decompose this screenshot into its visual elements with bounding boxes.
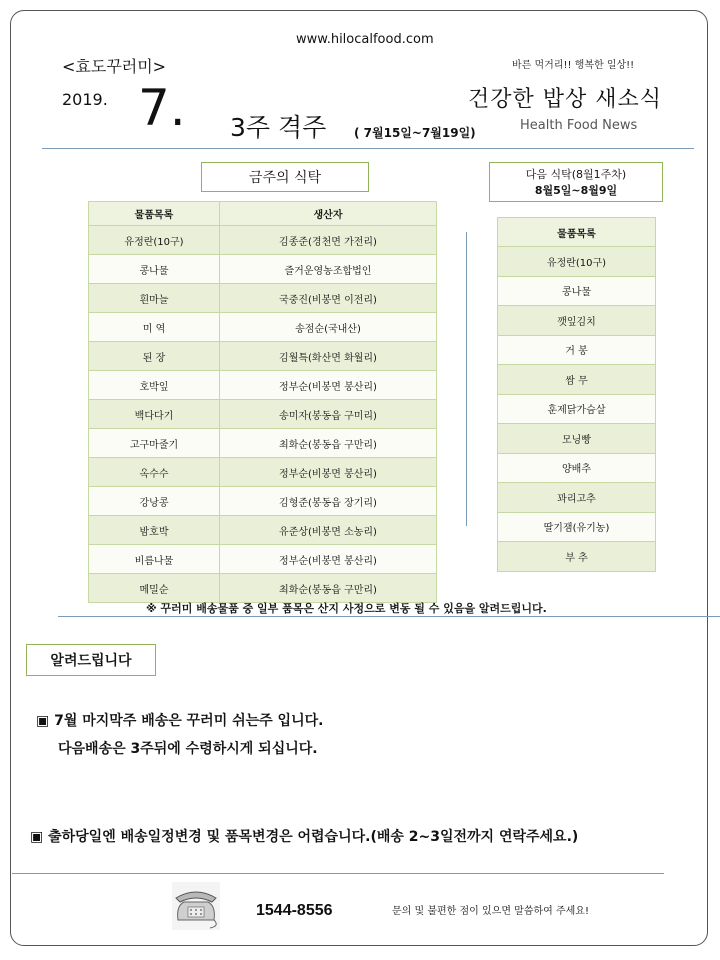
telephone-icon — [170, 880, 222, 932]
website-url[interactable]: www.hilocalfood.com — [296, 32, 434, 47]
producer-name: 김월특(화산면 화월리) — [220, 342, 437, 371]
table-row — [498, 306, 656, 336]
item-name: 유정란(10구) — [498, 247, 656, 277]
next-week-date-range: 8월5일~8월9일 — [534, 184, 618, 197]
table-row — [89, 574, 437, 603]
item-name: 부 추 — [498, 542, 656, 572]
item-name: 거 봉 — [498, 335, 656, 365]
note-divider — [58, 616, 720, 617]
item-name: 양배추 — [498, 453, 656, 483]
producer-name: 정부순(비봉면 봉산리) — [220, 545, 437, 574]
table-row — [89, 342, 437, 371]
item-name: 모닝빵 — [498, 424, 656, 454]
table-row — [89, 226, 437, 255]
table-row — [498, 542, 656, 572]
issue-year: 2019. — [62, 90, 108, 109]
item-name: 흰마늘 — [89, 284, 220, 313]
table-row — [89, 545, 437, 574]
notice-item-1-detail: 다음배송은 3주뒤에 수령하시게 되십니다. — [58, 741, 318, 757]
table-row — [89, 313, 437, 342]
item-name: 딸기잼(유기농) — [498, 512, 656, 542]
producer-name: 즐거운영농조합법인 — [220, 255, 437, 284]
table-row — [89, 516, 437, 545]
producer-name: 김형준(봉동읍 장기리) — [220, 487, 437, 516]
table-row — [498, 512, 656, 542]
phone-number[interactable]: 1544-8556 — [256, 902, 333, 919]
table-row — [498, 247, 656, 277]
item-name: 콩나물 — [89, 255, 220, 284]
item-name: 미 역 — [89, 313, 220, 342]
table-row — [89, 255, 437, 284]
item-name: 쌈 무 — [498, 365, 656, 395]
item-name: 고구마줄기 — [89, 429, 220, 458]
table-row — [498, 483, 656, 513]
column-header-items: 물품목록 — [89, 202, 220, 226]
table-row — [89, 429, 437, 458]
contact-message: 문의 및 불편한 점이 있으면 말씀하여 주세요! — [392, 906, 589, 917]
producer-name: 최화순(봉동읍 구만리) — [220, 429, 437, 458]
header-divider — [42, 148, 694, 149]
table-row — [498, 365, 656, 395]
column-divider — [466, 232, 467, 526]
newsletter-subtitle: Health Food News — [520, 118, 638, 133]
issue-month: 7. — [138, 79, 186, 137]
footer-divider — [12, 873, 664, 874]
table-row — [89, 458, 437, 487]
table-row — [498, 453, 656, 483]
notice-title: 알려드립니다 — [26, 644, 156, 676]
item-name: 깻잎김치 — [498, 306, 656, 336]
issue-date-range: ( 7월15일~7월19일) — [354, 126, 476, 140]
producer-name: 최화순(봉동읍 구만리) — [220, 574, 437, 603]
this-week-table — [88, 201, 437, 603]
item-name: 백다다기 — [89, 400, 220, 429]
item-name: 꽈리고추 — [498, 483, 656, 513]
item-name: 메밀순 — [89, 574, 220, 603]
notice-item-2: ▣ 출하당일엔 배송일정변경 및 품목변경은 어렵습니다.(배송 2~3일전까지 연락주세요.) — [30, 829, 579, 845]
table-row — [89, 400, 437, 429]
item-name: 콩나물 — [498, 276, 656, 306]
newsletter-headline: 건강한 밥상 새소식 — [468, 87, 663, 112]
next-week-title-line1: 다음 식탁(8월1주차) — [525, 168, 627, 181]
item-name: 강낭콩 — [89, 487, 220, 516]
slogan: 바른 먹거리!! 행복한 일상!! — [512, 60, 635, 71]
item-name: 밤호박 — [89, 516, 220, 545]
item-name: 유정란(10구) — [89, 226, 220, 255]
brand-name: <효도꾸러미> — [62, 57, 167, 76]
table-row — [498, 424, 656, 454]
table-row — [89, 371, 437, 400]
producer-name: 정부순(비봉면 봉산리) — [220, 458, 437, 487]
item-name: 훈제닭가슴살 — [498, 394, 656, 424]
producer-name: 국중진(비봉면 이전리) — [220, 284, 437, 313]
column-header-items: 물품목록 — [498, 218, 656, 247]
producer-name: 김종준(경천면 가전리) — [220, 226, 437, 255]
table-row — [89, 487, 437, 516]
next-week-title — [489, 162, 663, 202]
item-name: 비름나물 — [89, 545, 220, 574]
producer-name: 유준상(비봉면 소농리) — [220, 516, 437, 545]
producer-name: 송점순(국내산) — [220, 313, 437, 342]
item-name: 옥수수 — [89, 458, 220, 487]
table-row — [498, 394, 656, 424]
table-row — [498, 276, 656, 306]
column-header-producer: 생산자 — [220, 202, 437, 226]
item-name: 호박잎 — [89, 371, 220, 400]
next-week-table — [497, 217, 656, 572]
issue-week: 3주 격주 — [230, 113, 327, 142]
this-week-title: 금주의 식탁 — [201, 162, 369, 192]
table-row — [89, 284, 437, 313]
table-row — [498, 335, 656, 365]
substitution-note: ※ 꾸러미 배송물품 중 일부 품목은 산지 사정으로 변동 될 수 있음을 알려드립니다. — [146, 602, 547, 615]
item-name: 된 장 — [89, 342, 220, 371]
notice-item-1: ▣ 7월 마지막주 배송은 꾸러미 쉬는주 입니다. — [36, 713, 324, 729]
producer-name: 정부순(비봉면 봉산리) — [220, 371, 437, 400]
producer-name: 송미자(봉동읍 구미리) — [220, 400, 437, 429]
